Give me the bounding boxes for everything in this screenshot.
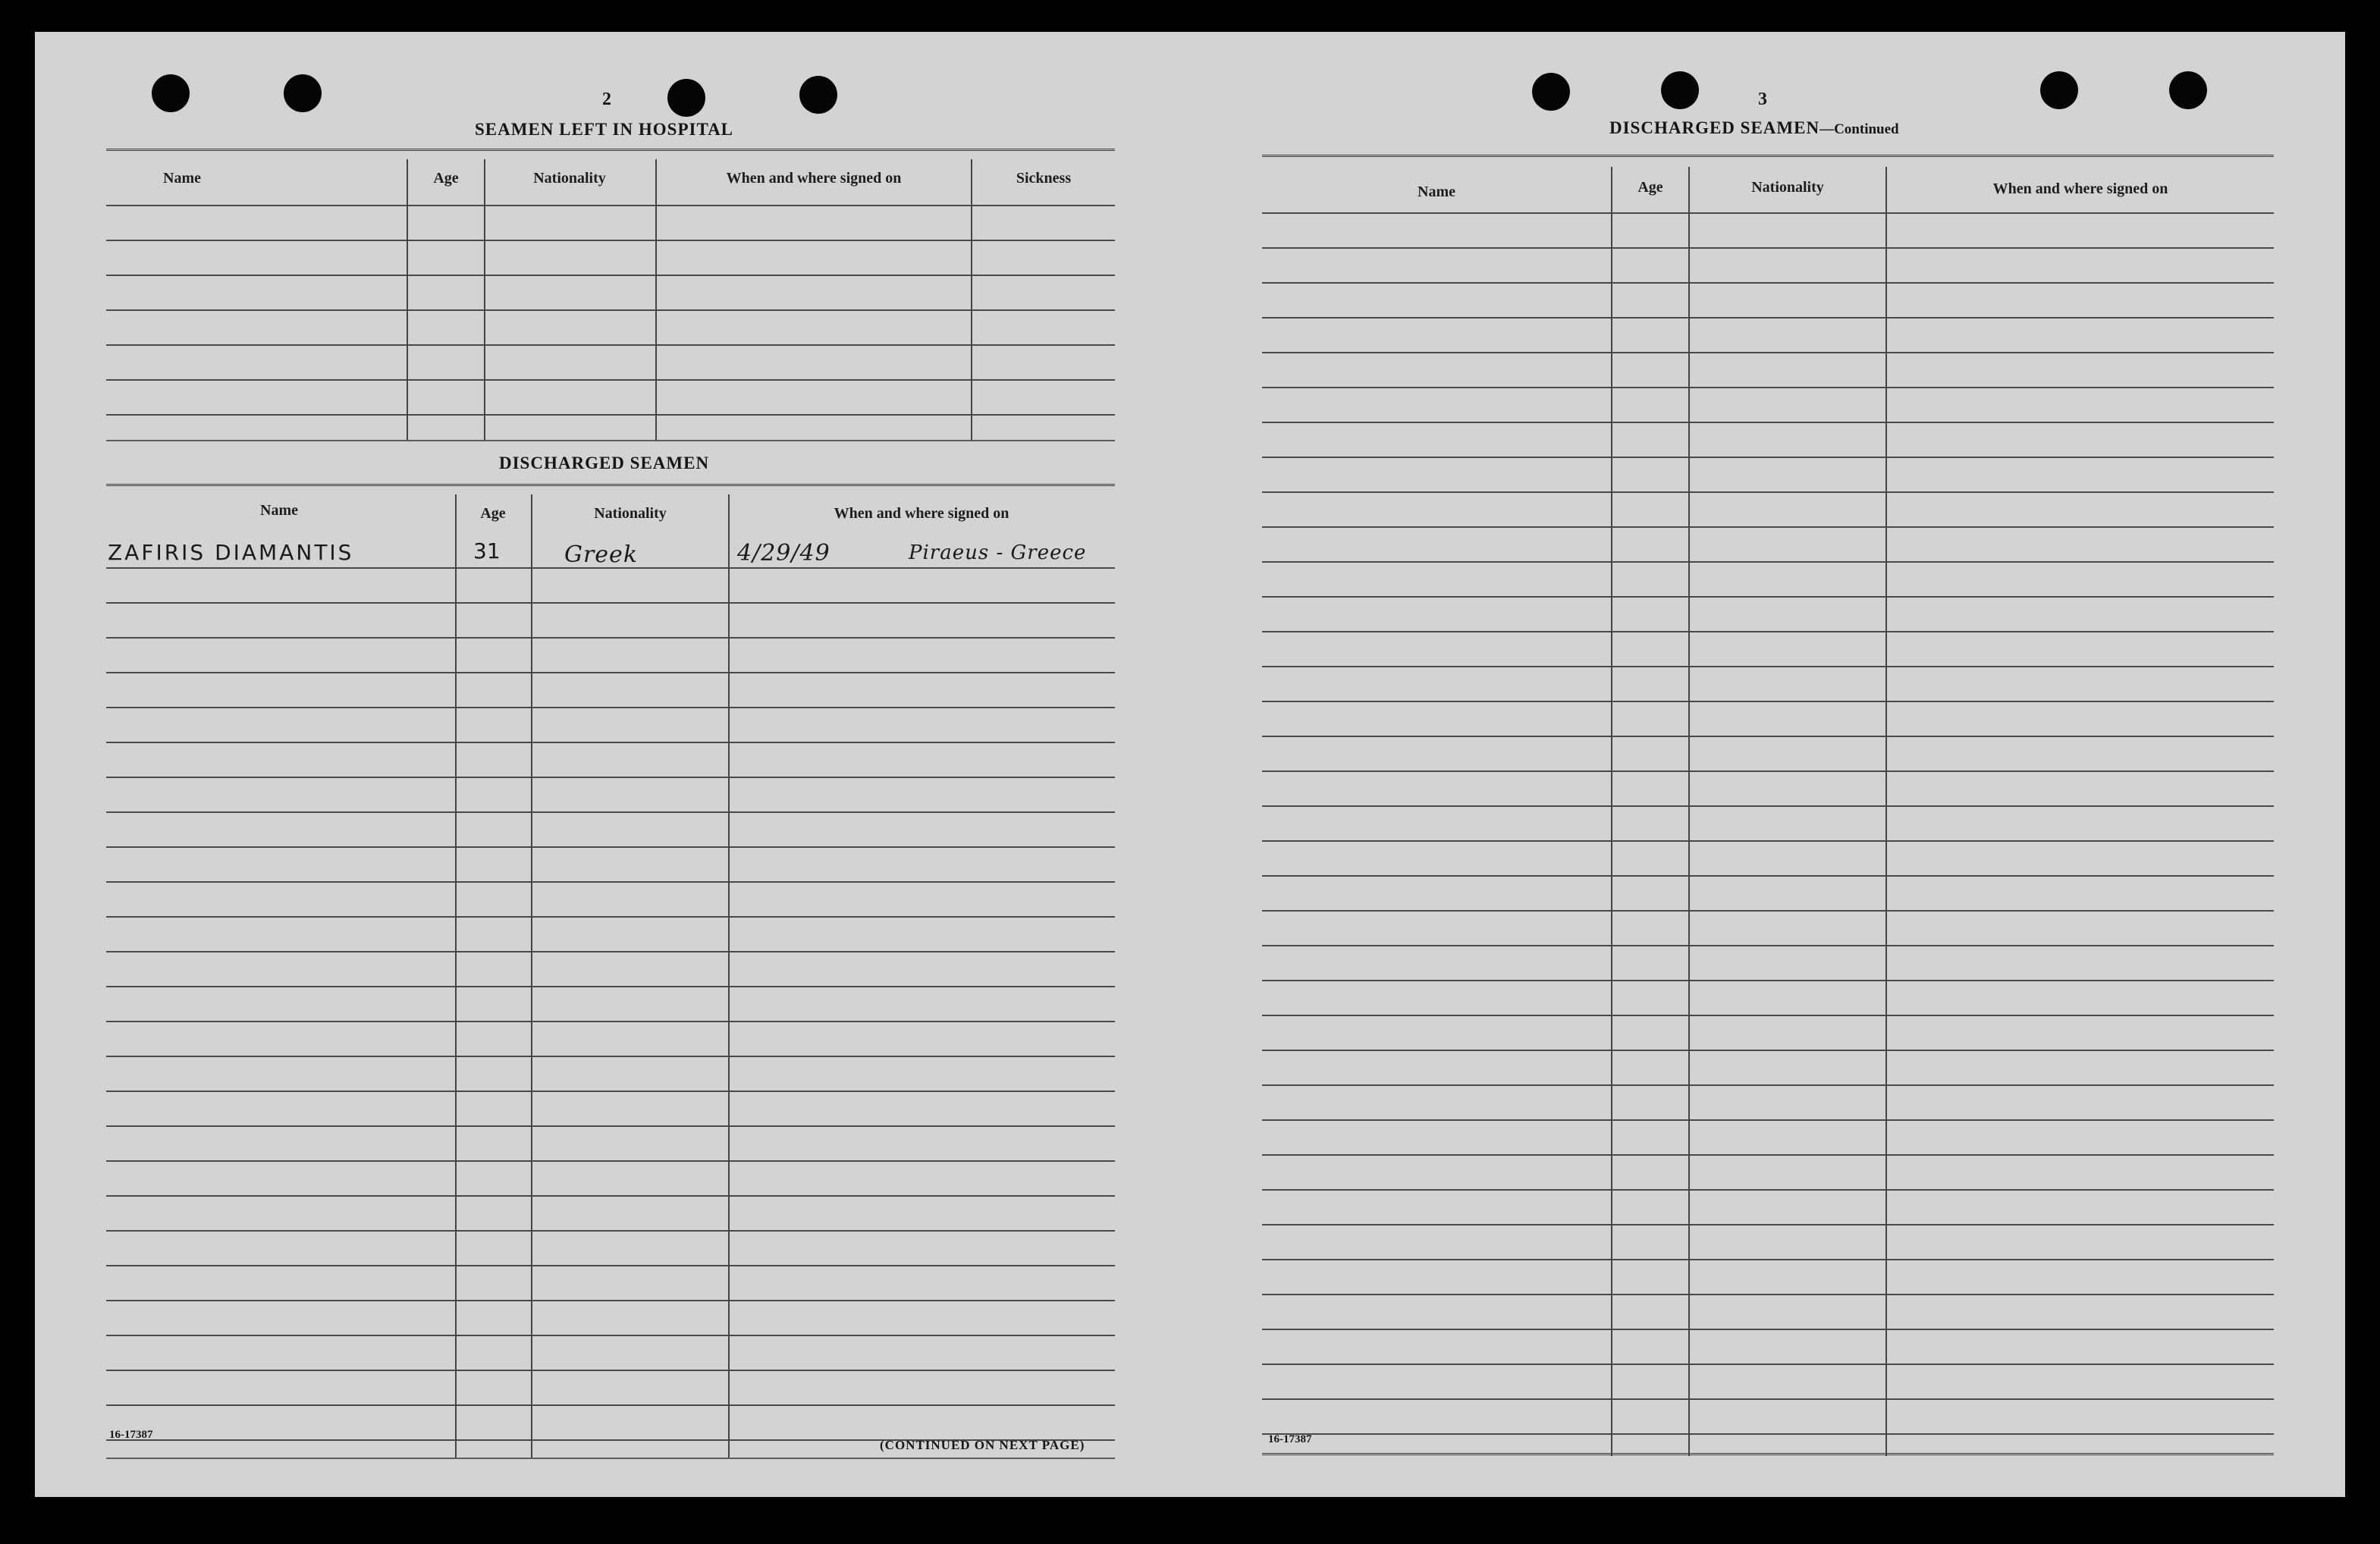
ruled-line bbox=[1262, 701, 2274, 702]
page-number: 3 bbox=[1758, 89, 1767, 109]
right-table-bottom-rule bbox=[1262, 1453, 2274, 1458]
column-divider bbox=[655, 159, 657, 441]
ruled-line bbox=[106, 1021, 1115, 1022]
document-sheet bbox=[35, 32, 2345, 1497]
ruled-line bbox=[1262, 840, 2274, 842]
ruled-line bbox=[106, 275, 1115, 276]
ruled-line bbox=[1262, 1189, 2274, 1191]
entry-name: ZAFIRIS DIAMANTIS bbox=[108, 540, 354, 565]
hospital-table-bottom-rule bbox=[106, 440, 1115, 441]
ruled-line bbox=[1262, 910, 2274, 912]
ruled-line bbox=[1262, 457, 2274, 458]
entry-place: Piraeus - Greece bbox=[909, 541, 1087, 564]
ruled-line bbox=[1262, 1294, 2274, 1295]
column-divider bbox=[1885, 167, 1887, 1456]
punch-hole bbox=[799, 76, 837, 114]
ruled-line bbox=[1262, 422, 2274, 423]
ruled-line bbox=[106, 742, 1115, 743]
hospital-col-sickness: Sickness bbox=[1016, 170, 1072, 187]
ruled-line bbox=[106, 951, 1115, 952]
ruled-line bbox=[106, 1335, 1115, 1336]
ruled-line bbox=[106, 344, 1115, 346]
ruled-line bbox=[106, 414, 1115, 416]
ruled-line bbox=[106, 846, 1115, 848]
ruled-line bbox=[106, 916, 1115, 918]
ruled-line bbox=[1262, 980, 2274, 981]
ruled-line bbox=[1262, 1398, 2274, 1400]
ruled-line bbox=[1262, 1084, 2274, 1086]
ruled-line bbox=[1262, 805, 2274, 807]
ruled-line bbox=[1262, 1224, 2274, 1225]
column-divider bbox=[728, 494, 730, 1459]
right-title-main: DISCHARGED SEAMEN bbox=[1609, 118, 1820, 137]
column-divider bbox=[484, 159, 485, 441]
column-divider bbox=[531, 494, 532, 1459]
hospital-col-nationality: Nationality bbox=[533, 170, 606, 187]
right-title-suffix: —Continued bbox=[1820, 121, 1899, 137]
ruled-line bbox=[1262, 1259, 2274, 1260]
column-divider bbox=[1688, 167, 1690, 1456]
ruled-line bbox=[106, 707, 1115, 708]
ruled-line bbox=[1262, 736, 2274, 737]
ruled-line bbox=[106, 1056, 1115, 1057]
punch-hole bbox=[2040, 71, 2078, 109]
ruled-line bbox=[1262, 1364, 2274, 1365]
entry-age: 31 bbox=[473, 538, 501, 563]
ruled-line bbox=[106, 1125, 1115, 1127]
ruled-line bbox=[1262, 1433, 2274, 1435]
ruled-line bbox=[106, 602, 1115, 604]
ruled-line bbox=[106, 1265, 1115, 1266]
ruled-line bbox=[1262, 1015, 2274, 1016]
ruled-line bbox=[1262, 561, 2274, 563]
hospital-table-top-rule bbox=[106, 149, 1115, 154]
ruled-line bbox=[1262, 666, 2274, 667]
discharged-table-top-rule bbox=[106, 484, 1115, 489]
right-col-age: Age bbox=[1637, 179, 1663, 196]
entry-nationality: Greek bbox=[564, 541, 638, 568]
right-col-name: Name bbox=[1418, 184, 1455, 200]
form-number: 16-17387 bbox=[1268, 1433, 1312, 1445]
ruled-line bbox=[1262, 247, 2274, 249]
page-number: 2 bbox=[602, 89, 611, 109]
ruled-line bbox=[1262, 770, 2274, 772]
discharged-col-name: Name bbox=[260, 502, 298, 519]
ruled-line bbox=[1262, 526, 2274, 528]
ruled-line bbox=[106, 811, 1115, 813]
ruled-line bbox=[106, 309, 1115, 311]
ruled-line bbox=[106, 1160, 1115, 1162]
punch-hole bbox=[1532, 73, 1570, 111]
ruled-line bbox=[106, 1300, 1115, 1301]
ruled-line bbox=[106, 672, 1115, 673]
hospital-col-name: Name bbox=[163, 170, 201, 187]
hospital-col-age: Age bbox=[433, 170, 459, 187]
ruled-line bbox=[106, 881, 1115, 883]
right-section-title bbox=[1609, 118, 1899, 138]
ruled-line bbox=[1262, 387, 2274, 388]
ruled-line bbox=[106, 240, 1115, 241]
ruled-line bbox=[106, 777, 1115, 778]
discharged-col-nationality: Nationality bbox=[594, 505, 667, 522]
punch-hole bbox=[1661, 71, 1699, 109]
ruled-line bbox=[1262, 282, 2274, 284]
column-divider bbox=[407, 159, 408, 441]
discharged-table-bottom-rule bbox=[106, 1458, 1115, 1459]
ruled-line bbox=[1262, 875, 2274, 877]
right-table-top-rule bbox=[1262, 155, 2274, 160]
ruled-line bbox=[1262, 945, 2274, 946]
ruled-line bbox=[106, 986, 1115, 987]
punch-hole bbox=[152, 74, 190, 112]
discharged-section-title: DISCHARGED SEAMEN bbox=[499, 453, 710, 472]
form-number: 16-17387 bbox=[109, 1429, 153, 1441]
column-divider bbox=[971, 159, 972, 441]
ruled-line bbox=[106, 1195, 1115, 1197]
ruled-line bbox=[1262, 212, 2274, 214]
ruled-line bbox=[106, 1370, 1115, 1371]
ruled-line bbox=[106, 205, 1115, 206]
punch-hole bbox=[667, 79, 705, 117]
column-divider bbox=[455, 494, 457, 1459]
ruled-line bbox=[1262, 491, 2274, 493]
ruled-line bbox=[1262, 596, 2274, 598]
continued-note: (CONTINUED ON NEXT PAGE) bbox=[880, 1438, 1085, 1452]
hospital-section-title: SEAMEN LEFT IN HOSPITAL bbox=[475, 120, 734, 139]
ruled-line bbox=[1262, 631, 2274, 632]
ruled-line bbox=[1262, 1119, 2274, 1121]
hospital-col-signed-on: When and where signed on bbox=[726, 170, 902, 187]
ruled-line bbox=[1262, 317, 2274, 319]
ruled-line bbox=[106, 1230, 1115, 1232]
right-col-signed-on: When and where signed on bbox=[1992, 180, 2168, 197]
ruled-line bbox=[106, 1091, 1115, 1092]
column-divider bbox=[1611, 167, 1612, 1456]
punch-hole bbox=[2169, 71, 2207, 109]
right-col-nationality: Nationality bbox=[1751, 179, 1824, 196]
discharged-col-signed-on: When and where signed on bbox=[834, 505, 1009, 522]
ruled-line bbox=[1262, 1050, 2274, 1051]
ruled-line bbox=[106, 1404, 1115, 1406]
punch-hole bbox=[284, 74, 322, 112]
ruled-line bbox=[106, 379, 1115, 381]
ruled-line bbox=[1262, 352, 2274, 353]
ruled-line bbox=[106, 637, 1115, 639]
discharged-col-age: Age bbox=[480, 505, 506, 522]
ruled-line bbox=[1262, 1154, 2274, 1156]
entry-date: 4/29/49 bbox=[737, 540, 830, 566]
ruled-line bbox=[1262, 1329, 2274, 1330]
